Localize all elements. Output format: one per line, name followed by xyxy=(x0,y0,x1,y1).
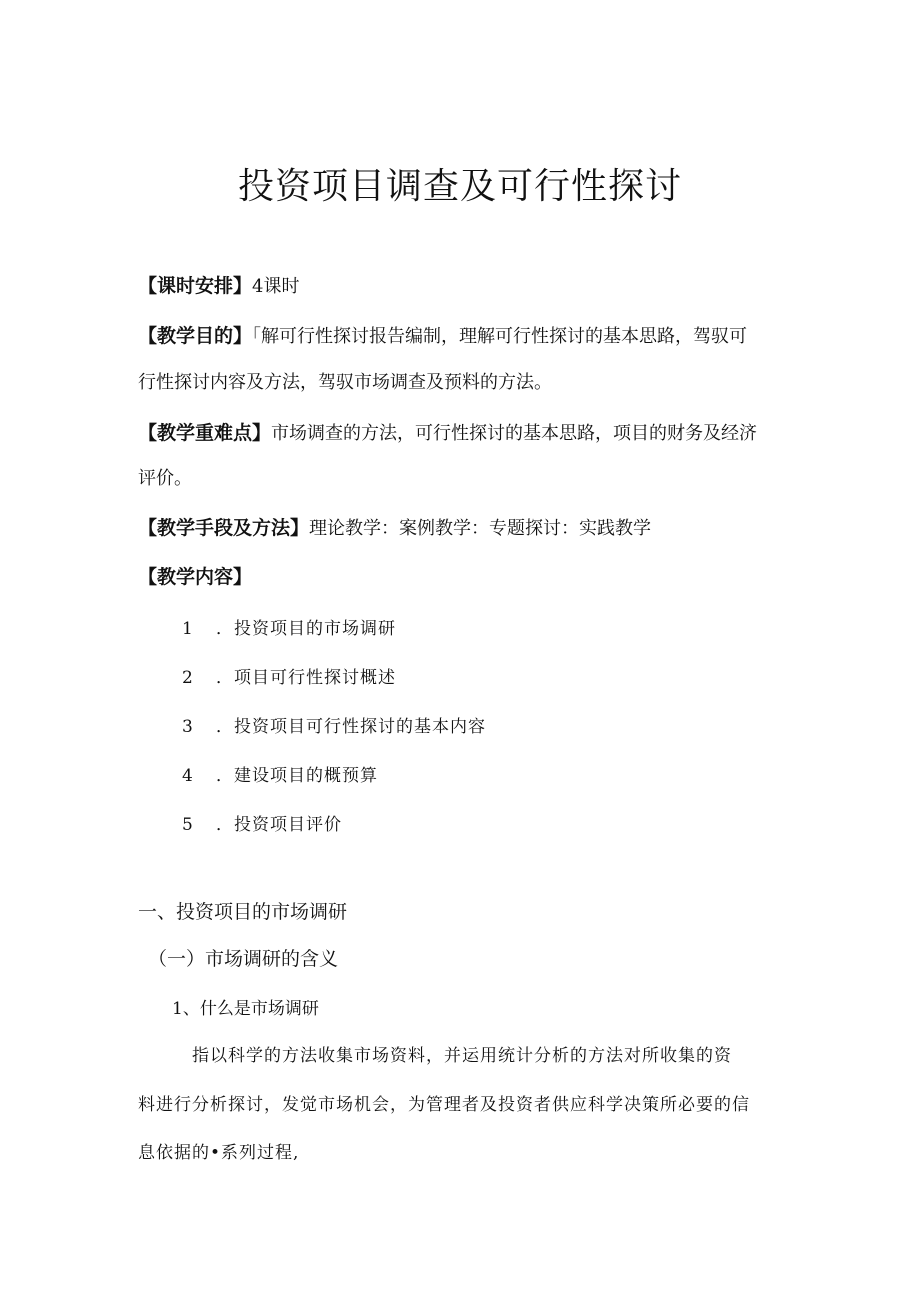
subsection-heading: （一）市场调研的含义 xyxy=(148,948,339,970)
contents-item xyxy=(182,761,378,786)
meta-keypoints-text: 市场调查的方法，可行性探讨的基本思路，项目的财务及经济 xyxy=(271,423,758,444)
contents-item-number: 2 xyxy=(182,668,194,688)
point-heading: 1、什么是市场调研 xyxy=(172,999,319,1019)
meta-keypoints xyxy=(138,420,757,447)
paragraph-line: 料进行分析探讨，发觉市场机会，为管理者及投资者供应科学决策所必要的信 xyxy=(138,1095,750,1115)
meta-objective-label: 【教学目的】 xyxy=(138,325,253,347)
meta-methods xyxy=(138,515,651,542)
meta-objective xyxy=(138,323,747,350)
contents-item-text: ．建设项目的概预算 xyxy=(216,766,378,786)
contents-item-number: 1 xyxy=(182,619,194,639)
contents-item-text: ．投资项目的市场调研 xyxy=(216,619,396,639)
contents-item xyxy=(182,712,486,737)
meta-methods-text: 理论教学：案例教学：专题探讨：实践教学 xyxy=(309,518,652,539)
contents-item xyxy=(182,663,396,688)
contents-item-text: ．投资项目可行性探讨的基本内容 xyxy=(216,717,486,737)
meta-objective-continuation: 行性探讨内容及方法，驾驭市场调查及预料的方法。 xyxy=(138,372,552,393)
section-heading: 一、投资项目的市场调研 xyxy=(138,901,348,923)
paragraph-line: 息依据的•系列过程, xyxy=(138,1143,300,1163)
contents-item-text: ．项目可行性探讨概述 xyxy=(216,668,396,688)
contents-item xyxy=(182,810,342,835)
meta-objective-text: 「解可行性探讨报告编制，理解可行性探讨的基本思路，驾驭可 xyxy=(252,326,748,347)
meta-contents xyxy=(138,564,252,591)
contents-item xyxy=(182,614,396,639)
meta-contents-label: 【教学内容】 xyxy=(138,566,253,588)
contents-item-number: 3 xyxy=(182,717,194,737)
meta-schedule-text: 4课时 xyxy=(252,276,300,297)
meta-methods-label: 【教学手段及方法】 xyxy=(138,517,310,539)
meta-schedule xyxy=(138,273,299,300)
contents-item-number: 5 xyxy=(182,815,194,835)
contents-item-text: ．投资项目评价 xyxy=(216,815,342,835)
contents-item-number: 4 xyxy=(182,766,194,786)
document-title: 投资项目调查及可行性探讨 xyxy=(237,166,682,207)
meta-schedule-label: 【课时安排】 xyxy=(138,275,253,297)
meta-keypoints-label: 【教学重难点】 xyxy=(138,422,272,444)
meta-keypoints-continuation: 评价。 xyxy=(138,468,192,489)
paragraph-line: 指以科学的方法收集市场资料，并运用统计分析的方法对所收集的资 xyxy=(138,1046,732,1066)
